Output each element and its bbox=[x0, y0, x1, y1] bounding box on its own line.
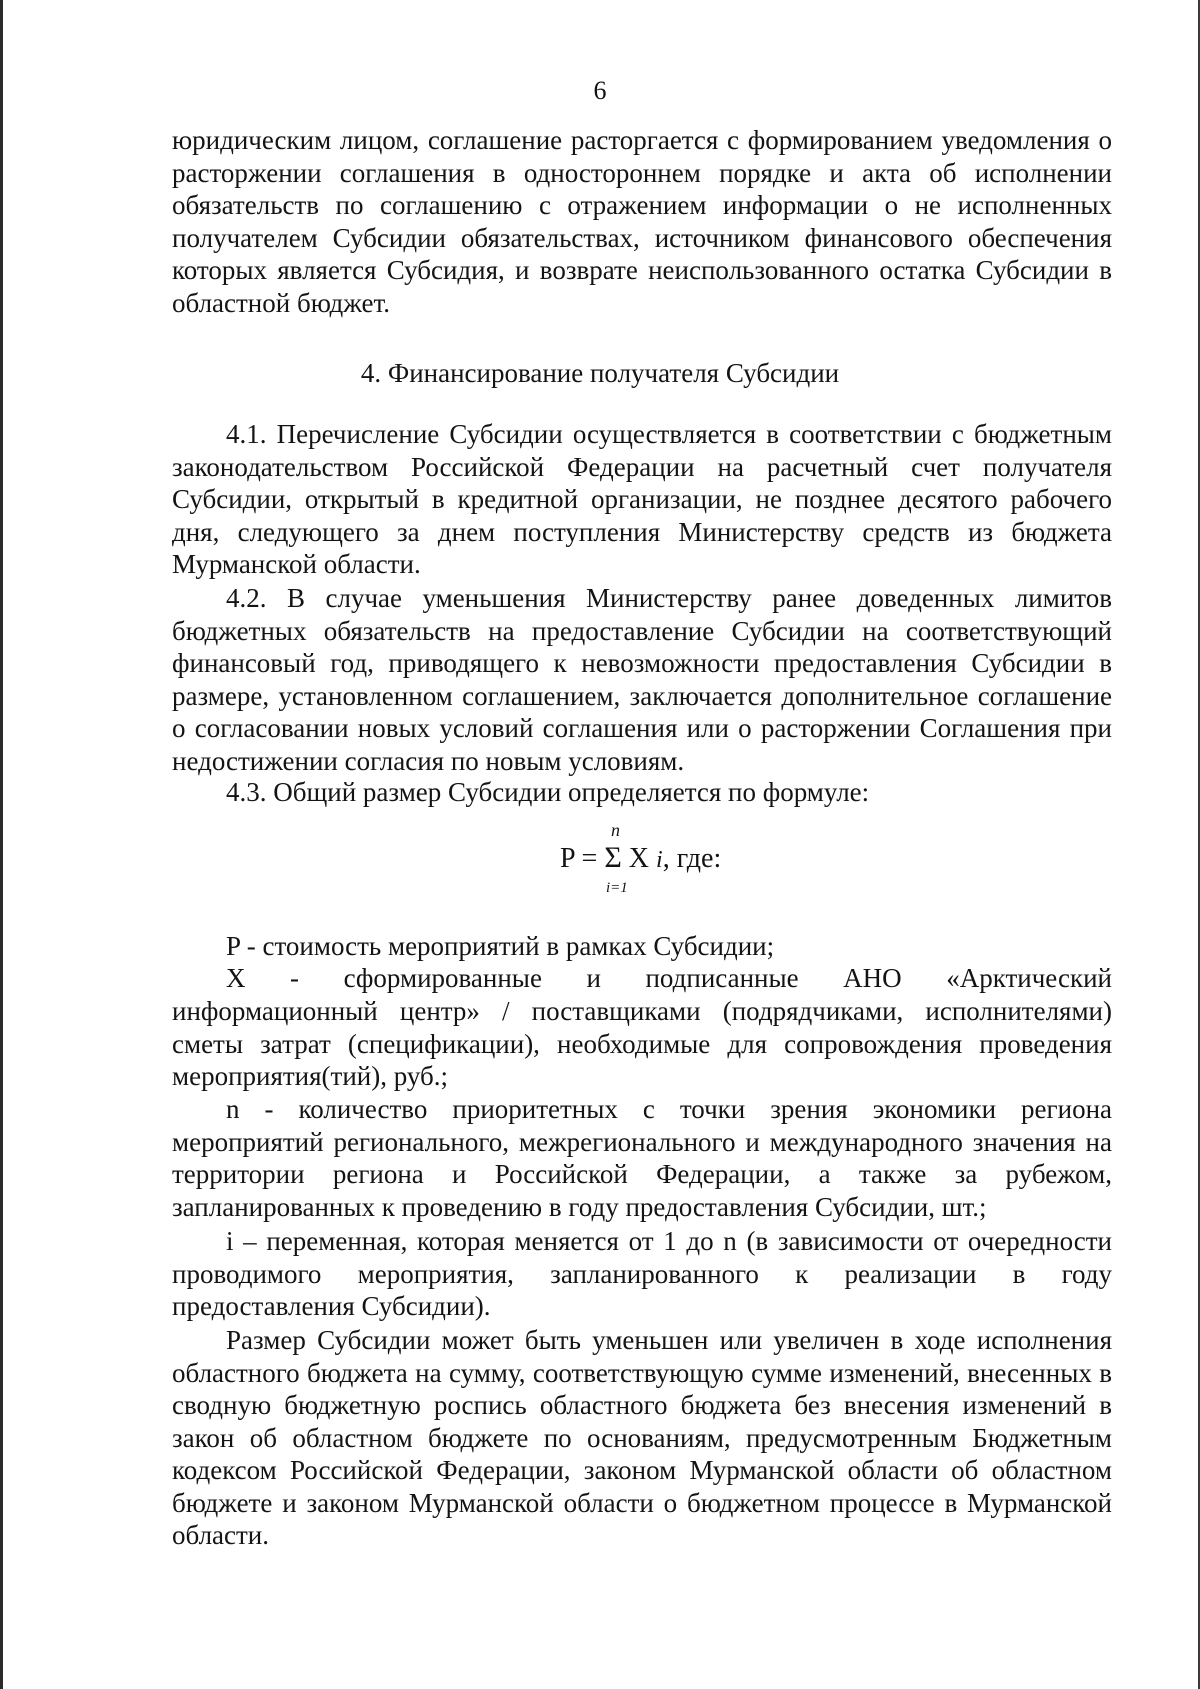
definition-n: n - количество приоритетных с точки зрения экономики региона мероприятий регионального, межрегионального и международного значения на территории региона и Российской Федерации, а также за рубежом, запланированных к проведению в году предоставления Субсидии, шт.; bbox=[172, 1094, 1112, 1222]
formula-tail: , где: bbox=[662, 843, 722, 874]
def-x-word: «Арктический bbox=[946, 963, 1112, 993]
definition-p: P - стоимость мероприятий в рамках Субсидии; bbox=[226, 931, 775, 961]
definition-x-first-line bbox=[226, 963, 1112, 994]
formula-sigma: Σ bbox=[604, 841, 622, 874]
definition-x-rest: информационный центр» / поставщиками (подрядчиками, исполнителями) сметы затрат (спецификации), необходимые для сопровождения проведения мероприятия(тий), руб.; bbox=[172, 996, 1112, 1091]
section-heading: 4. Финансирование получателя Субсидии bbox=[360, 358, 840, 388]
paragraph-4-1: 4.1. Перечисление Субсидии осуществляется в соответствии с бюджетным законодательством Российской Федерации на расчетный счет получателя Субсидии, открытый в кредитной организации, не позднее десятого рабочего дня, следующего за днем поступления Министерству средств из бюджета Мурманской области. bbox=[172, 419, 1112, 579]
def-x-word: подписанные bbox=[645, 963, 799, 993]
formula-var: X bbox=[628, 843, 650, 874]
formula-lhs: P = bbox=[560, 843, 598, 874]
paragraph-4-2: 4.2. В случае уменьшения Министерству ранее доведенных лимитов бюджетных обязательств на предоставление Субсидии на соответствующий финансовый год, приводящего к невозможности предоставления Субсидии в размере, установленном соглашением, заключается дополнительное соглашение о согласовании новых условий соглашения или о расторжении Соглашения при недостижении согласия по новым условиям. bbox=[172, 583, 1112, 776]
scan-edge-left bbox=[0, 0, 3, 1689]
def-x-word: АНО bbox=[843, 963, 902, 993]
page-number: 6 bbox=[593, 76, 607, 105]
formula-main bbox=[560, 841, 721, 875]
formula-index: i bbox=[656, 847, 663, 873]
paragraph-4-3: 4.3. Общий размер Субсидии определяется по формуле: bbox=[226, 777, 870, 807]
def-x-word: сформированные bbox=[343, 963, 542, 993]
definition-i: i – переменная, которая меняется от 1 до n (в зависимости от очередности проводимого мероприятия, запланированного к реализации в году предоставления Субсидии). bbox=[172, 1226, 1112, 1321]
formula-lower-limit: i=1 bbox=[606, 880, 628, 896]
def-x-word: - bbox=[290, 963, 300, 993]
paragraph-final: Размер Субсидии может быть уменьшен или увеличен в ходе исполнения областного бюджета на сумму, соответствующую сумме изменений, внесенных в сводную бюджетную роспись областного бюджета без внесения изменений в закон об областном бюджете по основаниям, предусмотренным Бюджетным кодексом Российской Федерации, законом Мурманской области об областном бюджете и законом Мурманской области о бюджетном процессе в Мурманской области. bbox=[172, 1325, 1112, 1550]
formula-upper-limit: n bbox=[611, 820, 620, 840]
subsidy-formula bbox=[560, 820, 820, 900]
def-x-word: и bbox=[586, 963, 601, 993]
def-x-word: X bbox=[226, 963, 246, 993]
paragraph-continuation: юридическим лицом, соглашение расторгается с формированием уведомления о расторжении соглашения в одностороннем порядке и акта об исполнении обязательств по соглашению с отражением информации о не исполненных получателем Субсидии обязательствах, источником финансового обеспечения которых является Субсидия, и возврате неиспользованного остатка Субсидии в областной бюджет. bbox=[172, 125, 1112, 318]
